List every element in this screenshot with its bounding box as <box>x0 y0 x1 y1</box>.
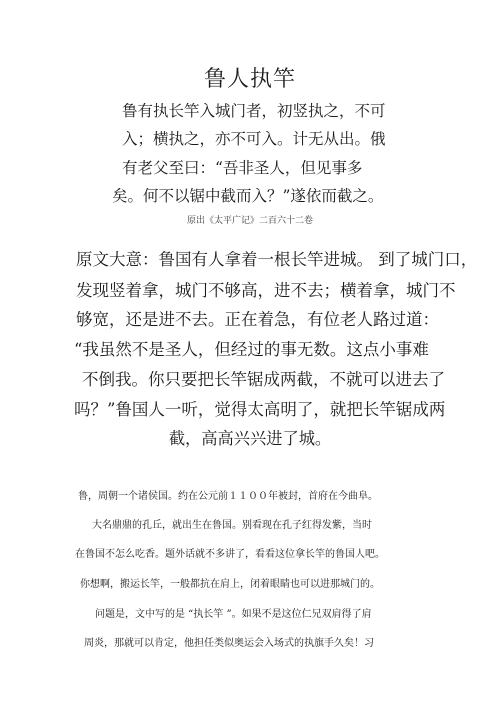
commentary-line-5: 问题是，文中写的是 “执长竿 ”。如果不是这位仁兄双肩得了肩 <box>95 609 372 620</box>
source-citation: 原出《太平广记》二百六十二卷 <box>186 216 313 226</box>
translation-line-6: 吗？”鲁国人一听，觉得太高明了，就把长竿锯成两 <box>74 400 446 419</box>
original-line-1: 鲁有执长竿入城门者，初竖执之，不可 <box>122 102 386 120</box>
original-line-4: 矣。何不以锯中截而入？”遂依而截之。 <box>112 187 384 205</box>
translation-line-7: 截，高高兴兴进了城。 <box>168 429 332 448</box>
document-title: 鲁人执竿 <box>203 67 296 92</box>
translation-line-2: 发现竖着拿，城门不够高，进不去；横着拿，城门不 <box>76 281 456 300</box>
commentary-line-1: 鲁，周朝一个诸侯国。约在公元前１１００年被封，首府在今曲阜。 <box>78 491 378 502</box>
commentary-line-3: 在鲁国不怎么吃香。题外话就不多讲了，看看这位拿长竿的鲁国人吧。 <box>75 549 385 560</box>
commentary-line-4: 你想啊，搬运长竿，一般都抗在肩上，闭着眼睛也可以进那城门的。 <box>80 579 380 590</box>
original-line-2: 入；横执之，亦不可入。计无从出。俄 <box>122 130 386 148</box>
translation-line-5: 不倒我。你只要把长竿锯成两截，不就可以进去了 <box>82 370 445 389</box>
commentary-line-2: 大名鼎鼎的孔丘，就出生在鲁国。别看现在孔子红得发紫，当时 <box>92 520 372 531</box>
original-line-3: 有老父至曰：“吾非圣人，但见事多 <box>122 159 363 177</box>
translation-line-4: “我虽然不是圣人，但经过的事无数。这点小事难 <box>74 340 429 359</box>
translation-line-1: 原文大意：鲁国有人拿着一根长竿进城。 到了城门口， <box>76 250 478 269</box>
commentary-line-6: 周炎，那就可以肯定，他担任类似奥运会入场式的执旗手久矣！习 <box>84 638 374 649</box>
translation-line-3: 够宽，还是进不去。正在着急，有位老人路过道： <box>76 310 439 329</box>
